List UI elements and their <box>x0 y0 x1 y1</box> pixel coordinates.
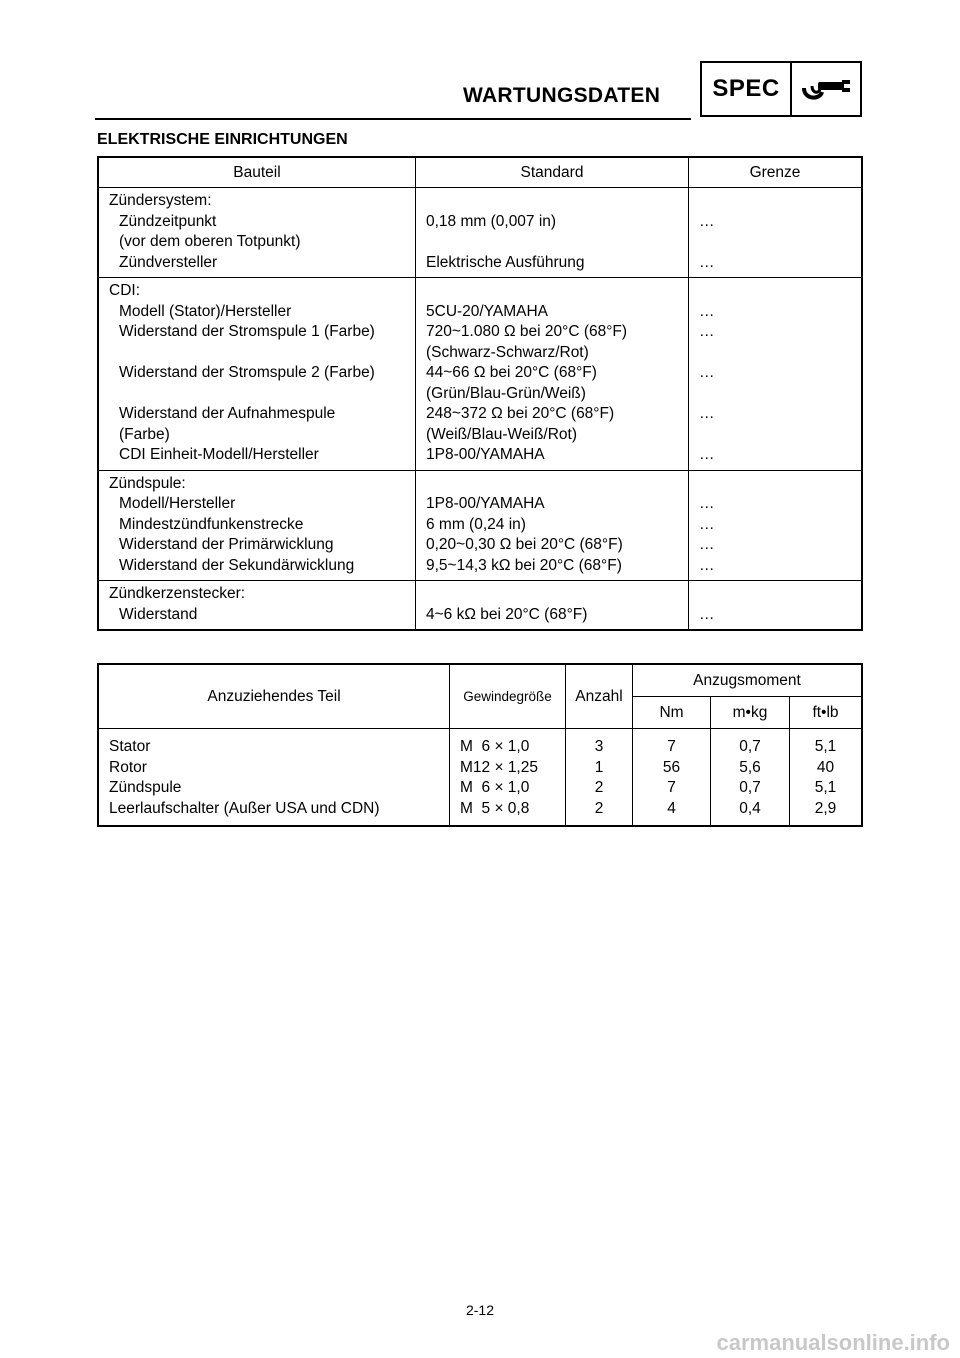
spec-bauteil-line: Modell (Stator)/Hersteller <box>119 302 292 320</box>
spec-bauteil-cell <box>98 470 416 581</box>
spec-bauteil-line: Widerstand der Primärwicklung <box>119 536 334 553</box>
torque-gewinde: M12 × 1,25 <box>460 758 538 776</box>
torque-mkg: 0,7 <box>739 779 761 796</box>
spec-standard-line: 4~6 kΩ bei 20°C (68°F) <box>426 605 588 623</box>
column-header-ftlb: ft•lb <box>790 697 863 729</box>
spec-grenze-line <box>699 232 861 253</box>
spec-standard-line: 720~1.080 Ω bei 20°C (68°F) <box>426 323 628 340</box>
spec-bauteil-line: Widerstand der Aufnahmespule <box>119 405 336 422</box>
torque-mkg: 0,7 <box>739 738 761 755</box>
spec-grenze-line: … <box>699 253 715 271</box>
column-header-anzahl: Anzahl <box>566 664 633 729</box>
torque-mkg: 0,4 <box>739 799 761 817</box>
spec-standard-line <box>426 191 688 212</box>
column-header-grenze: Grenze <box>689 157 863 188</box>
spec-standard-line: (Weiß/Blau-Weiß/Rot) <box>426 425 578 443</box>
spec-bauteil-line: Modell/Hersteller <box>119 495 236 512</box>
torque-gewinde: M 6 × 1,0 <box>460 738 530 755</box>
spec-standard-line: 9,5~14,3 kΩ bei 20°C (68°F) <box>426 556 622 574</box>
spec-grenze-line <box>699 281 861 302</box>
spec-bauteil-line: Widerstand der Stromspule 1 (Farbe) <box>119 323 375 340</box>
electrical-spec-body <box>98 188 862 631</box>
torque-nm: 4 <box>667 799 676 817</box>
torque-nm: 56 <box>662 758 681 776</box>
spec-badge <box>700 61 862 117</box>
spec-standard-cell <box>416 278 689 471</box>
spec-bauteil-cell <box>98 278 416 471</box>
column-header-gewinde: Gewindegröße <box>450 664 566 729</box>
spec-standard-line: 0,20~0,30 Ω bei 20°C (68°F) <box>426 536 623 553</box>
torque-nm: 7 <box>667 738 676 755</box>
spec-standard-line <box>426 232 688 253</box>
torque-anzahl: 2 <box>594 799 604 817</box>
spec-grenze-line: … <box>699 364 715 381</box>
wrench-icon <box>792 63 860 115</box>
spec-group-row <box>98 470 862 581</box>
column-header-anzugsmoment: Anzugsmoment <box>633 664 863 697</box>
spec-bauteil-line: Widerstand <box>119 605 198 623</box>
section-title: ELEKTRISCHE EINRICHTUNGEN <box>97 131 348 148</box>
spec-standard-cell <box>416 470 689 581</box>
torque-ftlb: 2,9 <box>814 799 837 817</box>
spec-grenze-line: … <box>699 605 715 623</box>
spec-group-row <box>98 278 862 471</box>
spec-grenze-cell <box>689 188 863 278</box>
spec-grenze-cell <box>689 581 863 631</box>
torque-anzahl-cell <box>566 729 633 827</box>
spec-standard-line: (Schwarz-Schwarz/Rot) <box>426 343 589 361</box>
torque-teil: Rotor <box>109 758 147 776</box>
spec-bauteil-line <box>109 384 415 405</box>
spec-bauteil-line: Mindestzündfunkenstrecke <box>119 515 304 533</box>
electrical-spec-table <box>97 156 863 631</box>
spec-label: SPEC <box>702 63 792 115</box>
spec-grenze-line: … <box>699 212 715 230</box>
column-header-nm: Nm <box>633 697 711 729</box>
header-rule <box>95 118 691 120</box>
torque-ftlb: 5,1 <box>814 738 837 755</box>
torque-ftlb: 40 <box>816 758 835 776</box>
torque-mkg: 5,6 <box>739 758 761 776</box>
torque-ftlb: 5,1 <box>814 779 837 796</box>
spec-standard-line <box>426 281 688 302</box>
spec-bauteil-line: CDI: <box>109 282 140 299</box>
spec-standard-line: 44~66 Ω bei 20°C (68°F) <box>426 364 597 381</box>
watermark: carmanualsonline.info <box>716 1330 950 1355</box>
torque-table <box>97 663 863 827</box>
column-header-bauteil: Bauteil <box>98 157 416 188</box>
spec-standard-line <box>426 474 688 495</box>
torque-gewinde: M 5 × 0,8 <box>460 799 530 817</box>
spec-bauteil-line: Widerstand der Stromspule 2 (Farbe) <box>119 364 375 381</box>
spec-group-row <box>98 188 862 278</box>
spec-grenze-line: … <box>699 302 715 320</box>
spec-standard-line: 0,18 mm (0,007 in) <box>426 212 557 230</box>
page-number: 2-12 <box>465 1302 495 1318</box>
spec-bauteil-line: Zündzeitpunkt <box>119 212 217 230</box>
spec-standard-cell <box>416 581 689 631</box>
column-header-teil: Anzuziehendes Teil <box>98 664 450 729</box>
spec-grenze-line: … <box>699 323 715 340</box>
page-title: WARTUNGSDATEN <box>463 84 661 107</box>
spec-grenze-line <box>699 191 861 212</box>
spec-grenze-line <box>699 384 861 405</box>
spec-grenze-line <box>699 343 861 364</box>
spec-grenze-line <box>699 425 861 446</box>
spec-grenze-line: … <box>699 556 715 574</box>
spec-grenze-line: … <box>699 536 715 553</box>
spec-standard-line: 6 mm (0,24 in) <box>426 515 526 533</box>
column-header-standard: Standard <box>416 157 689 188</box>
column-header-mkg: m•kg <box>711 697 790 729</box>
torque-gewinde-cell <box>450 729 566 827</box>
spec-standard-line <box>426 584 688 605</box>
spec-standard-line: (Grün/Blau-Grün/Weiß) <box>426 384 586 402</box>
spec-bauteil-line: Zündspule: <box>109 474 186 492</box>
spec-bauteil-line <box>109 343 415 364</box>
spec-standard-line: 248~372 Ω bei 20°C (68°F) <box>426 405 615 422</box>
spec-standard-line: 5CU-20/YAMAHA <box>426 302 549 320</box>
spec-grenze-line <box>699 584 861 605</box>
spec-grenze-line <box>699 474 861 495</box>
torque-teil: Leerlaufschalter (Außer USA und CDN) <box>109 799 380 817</box>
torque-teil: Stator <box>109 738 151 755</box>
torque-gewinde: M 6 × 1,0 <box>460 779 530 796</box>
spec-grenze-cell <box>689 470 863 581</box>
spec-bauteil-cell <box>98 188 416 278</box>
spec-group-row <box>98 581 862 631</box>
torque-anzahl: 2 <box>594 779 604 796</box>
spec-bauteil-line: Widerstand der Sekundärwicklung <box>119 556 355 574</box>
torque-mkg-cell <box>711 729 790 827</box>
spec-bauteil-line: Zündversteller <box>119 253 218 271</box>
spec-standard-line: 1P8-00/YAMAHA <box>426 495 545 512</box>
spec-grenze-line: … <box>699 405 715 422</box>
torque-anzahl: 1 <box>594 758 604 776</box>
spec-grenze-line: … <box>699 515 715 533</box>
spec-bauteil-cell <box>98 581 416 631</box>
spec-bauteil-line: (Farbe) <box>119 425 170 443</box>
spec-bauteil-line: Zündkerzenstecker: <box>109 585 246 602</box>
spec-grenze-line: … <box>699 446 715 463</box>
torque-teil: Zündspule <box>109 779 182 796</box>
spec-grenze-cell <box>689 278 863 471</box>
spec-bauteil-line: (vor dem oberen Totpunkt) <box>119 233 301 250</box>
spec-standard-line: 1P8-00/YAMAHA <box>426 446 545 463</box>
spec-standard-line: Elektrische Ausführung <box>426 253 585 271</box>
spec-bauteil-line: Zündersystem: <box>109 192 212 209</box>
spec-bauteil-line: CDI Einheit-Modell/Hersteller <box>119 446 319 463</box>
torque-anzahl: 3 <box>594 738 604 755</box>
torque-teil-cell <box>98 729 450 827</box>
spec-grenze-line: … <box>699 495 715 512</box>
torque-nm: 7 <box>667 779 676 796</box>
torque-ftlb-cell <box>790 729 863 827</box>
spec-standard-cell <box>416 188 689 278</box>
torque-nm-cell <box>633 729 711 827</box>
